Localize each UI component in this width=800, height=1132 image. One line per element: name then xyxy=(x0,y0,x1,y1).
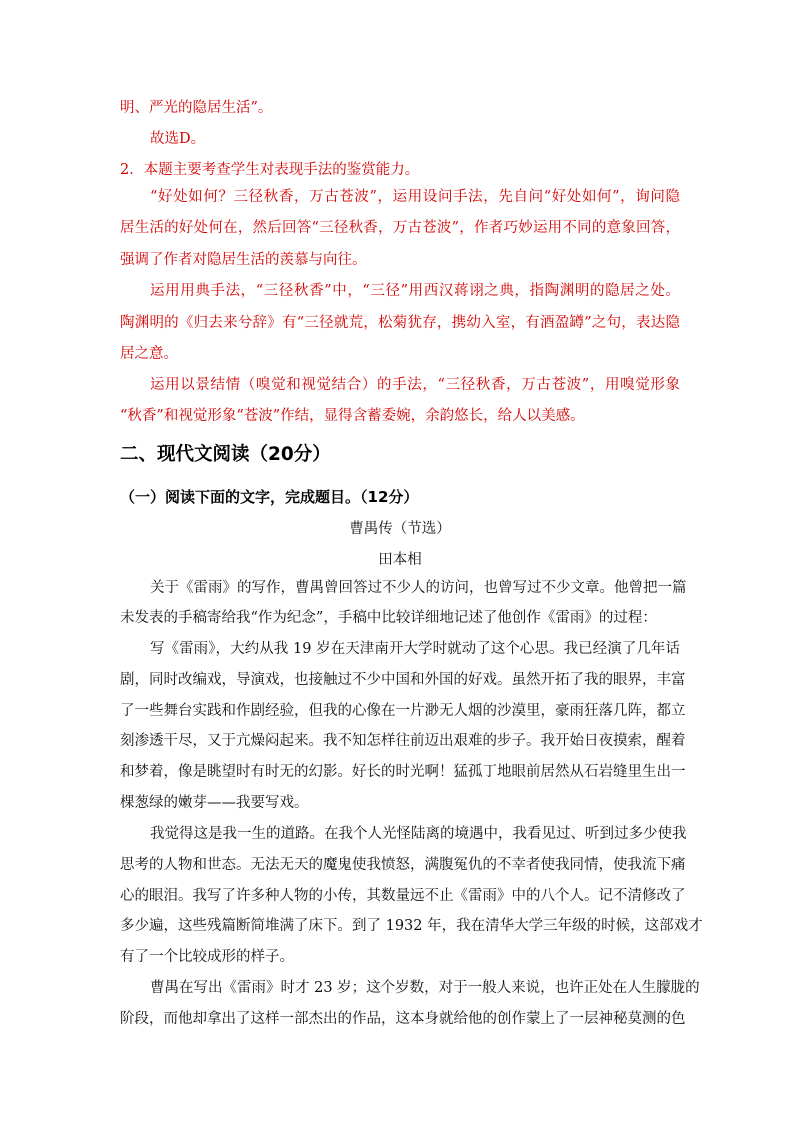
answer-paragraph-line: 陶渊明的《归去来兮辞》有“三径就荒，松菊犹存，携幼入室，有酒盈罇”之句，表达隐 xyxy=(120,315,680,331)
passage-author: 田本相 xyxy=(378,552,422,568)
answer-paragraph-line: 强调了作者对隐居生活的羡慕与向往。 xyxy=(120,252,367,268)
answer-paragraph-line: 居之意。 xyxy=(120,346,178,362)
passage-line: 写《雷雨》，大约从我 19 岁在天津南开大学时就动了这个心思。我已经演了几年话 xyxy=(150,641,680,657)
passage-line: 心的眼泪。我写了许多种人物的小传，其数量远不止《雷雨》中的八个人。记不清修改了 xyxy=(120,888,686,904)
answer-question-2: 2．本题主要考查学生对表现手法的鉴赏能力。 xyxy=(120,162,420,178)
answer-line: 明、严光的隐居生活”。 xyxy=(120,100,273,116)
passage-line: 和梦着，像是眺望时有时无的幻影。好长的时光啊！猛孤丁地眼前居然从石岩缝里生出一 xyxy=(120,764,686,780)
answer-choice: 故选D。 xyxy=(150,131,206,147)
passage-line: 有了一个比较成形的样子。 xyxy=(120,949,294,965)
passage-line: 棵葱绿的嫩芽——我要写戏。 xyxy=(120,795,309,811)
passage-line: 思考的人物和世态。无法无天的魔鬼使我愤怒，满腹冤仇的不幸者使我同情，使我流下痛 xyxy=(120,857,686,873)
answer-paragraph-line: 居生活的好处何在，然后回答“三径秋香，万古苍波”，作者巧妙运用不同的意象回答， xyxy=(120,220,680,236)
passage-line: 未发表的手稿寄给我“作为纪念”，手稿中比较详细地记述了他创作《雷雨》的过程： xyxy=(120,610,657,626)
answer-paragraph-line: “秋香”和视觉形象“苍波”作结，显得含蓄委婉，余韵悠长，给人以美感。 xyxy=(120,408,585,424)
passage-line: 曹禺在写出《雷雨》时才 23 岁；这个岁数，对于一般人来说，也许正处在人生朦胧的 xyxy=(150,980,700,996)
passage-title: 曹禺传（节选） xyxy=(349,521,451,537)
passage-line: 多少遍，这些残篇断简堆满了床下。到了 1932 年，我在清华大学三年级的时候，这部戏才 xyxy=(120,918,703,934)
subsection-heading: （一）阅读下面的文字，完成题目。（12分） xyxy=(120,488,419,506)
passage-line: 关于《雷雨》的写作，曹禺曾回答过不少人的访问，也曾写过不少文章。他曾把一篇 xyxy=(150,580,687,596)
section-heading: 二、现代文阅读（20分） xyxy=(120,444,331,465)
passage-line: 剧，同时改编戏，导演戏，也接触过不少中国和外国的好戏。虽然开拓了我的眼界，丰富 xyxy=(120,672,686,688)
passage-line: 我觉得这是我一生的道路。在我个人光怪陆离的境遇中，我看见过、听到过多少使我 xyxy=(150,826,687,842)
answer-paragraph-line: 运用用典手法，“三径秋香”中，“三径”用西汉蒋诩之典，指陶渊明的隐居之处。 xyxy=(150,283,680,299)
passage-line: 了一些舞台实践和作剧经验，但我的心像在一片渺无人烟的沙漠里，豪雨狂落几阵，都立 xyxy=(120,703,686,719)
passage-line: 阶段，而他却拿出了这样一部杰出的作品，这本身就给他的创作蒙上了一层神秘莫测的色 xyxy=(120,1011,686,1027)
answer-paragraph-line: “好处如何？三径秋香，万古苍波”，运用设问手法，先自问“好处如何”，询问隐 xyxy=(150,189,680,205)
passage-line: 刻渗透干尽，又于亢燥闷起来。我不知怎样往前迈出艰难的步子。我开始日夜摸索，醒着 xyxy=(120,733,686,749)
answer-paragraph-line: 运用以景结情（嗅觉和视觉结合）的手法，“三径秋香，万古苍波”，用嗅觉形象 xyxy=(150,377,680,393)
